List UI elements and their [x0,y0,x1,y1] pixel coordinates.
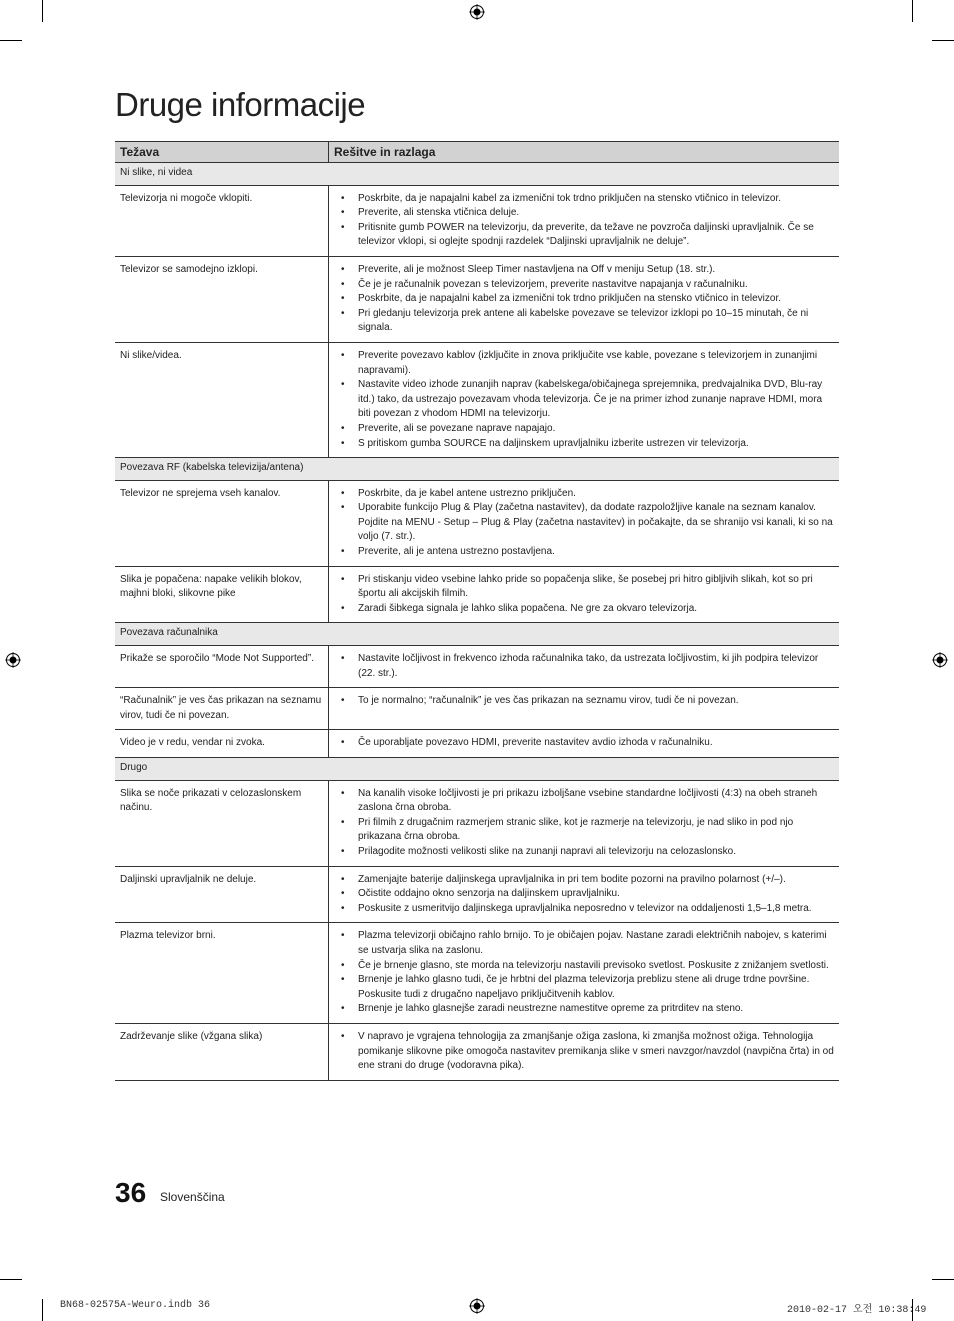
solution-cell [329,780,840,866]
section-title: Povezava RF (kabelska televizija/antena) [115,458,839,481]
issue-cell: Televizorja ni mogoče vklopiti. [115,185,329,256]
section-title: Drugo [115,758,839,781]
troubleshooting-table [115,141,839,1081]
issue-cell: Video je v redu, vendar ni zvoka. [115,730,329,758]
registration-mark-icon [5,652,21,668]
issue-cell: Slika se noče prikazati v celozaslonskem načinu. [115,780,329,866]
solution-item: • Pri stiskanju video vsebine lahko pride so popačenja slike, še posebej pri hitro gibljivih slikah, kot so pri športu ali akcijskih filmih. [334,573,834,602]
solution-item: • Pri gledanju televizorja prek antene ali kabelske povezave se televizor izklopi po 10–15 minutah, če ni signala. [334,307,834,336]
table-row [115,566,839,623]
solution-item: • Če je brnenje glasno, ste morda na televizorju nastavili previsoko svetlost. Poskusite z znižanjem svetlosti. [334,959,834,974]
column-header-issue: Težava [115,142,329,163]
solution-cell [329,256,840,342]
registration-mark-icon [469,4,485,20]
table-row [115,923,839,1024]
solution-list [334,929,834,1017]
issue-cell: Televizor se samodejno izklopi. [115,256,329,342]
solution-item: • Preverite, ali se povezane naprave napajajo. [334,422,834,437]
issue-cell: Slika je popačena: napake velikih blokov, majhni bloki, slikovne pike [115,566,329,623]
solution-cell [329,342,840,457]
column-header-solution: Rešitve in razlaga [329,142,840,163]
solution-item: • Če je je računalnik povezan s televizorjem, preverite nastavitve napajanja v računalniku. [334,278,834,293]
table-row [115,185,839,256]
issue-cell: Daljinski upravljalnik ne deluje. [115,866,329,923]
solution-item: • S pritiskom gumba SOURCE na daljinskem upravljalniku izberite ustrezen vir televizorja. [334,437,834,452]
solution-item: • Plazma televizorji običajno rahlo brnijo. To je običajen pojav. Nastane zaradi električnih nabojev, s katerimi se ustvarja slika na zaslonu. [334,929,834,958]
solution-item: • Nastavite ločljivost in frekvenco izhoda računalnika tako, da ustrezata ločljivostim, ki jih podpira televizor (22. str.). [334,652,834,681]
solution-list [334,263,834,336]
table-row [115,480,839,566]
solution-cell [329,1023,840,1080]
table-body [115,163,839,1081]
solution-list [334,873,834,917]
section-title: Povezava računalnika [115,623,839,646]
table-header-row [115,142,839,163]
solution-list [334,694,834,709]
solution-item: • Poskrbite, da je kabel antene ustrezno priključen. [334,487,834,502]
issue-cell: “Računalnik” je ves čas prikazan na seznamu virov, tudi če ni povezan. [115,688,329,730]
table-row [115,342,839,457]
page-number: 36 [115,1177,147,1208]
solution-item: • Preverite povezavo kablov (izključite in znova priključite vse kable, povezane s televizorjem in zunanjimi napravami). [334,349,834,378]
solution-item: • Preverite, ali stenska vtičnica deluje. [334,206,834,221]
table-row [115,730,839,758]
section-row [115,163,839,186]
solution-item: • Brnenje je lahko glasnejše zaradi neustrezne namestitve opreme za pritrditev na steno. [334,1002,834,1017]
crop-mark [912,0,913,22]
crop-mark [42,1299,43,1321]
solution-item: • Če uporabljate povezavo HDMI, preverite nastavitev avdio izhoda v računalniku. [334,736,834,751]
solution-item: • Zamenjajte baterije daljinskega upravljalnika in pri tem bodite pozorni na pravilno polarnost (+/–). [334,873,834,888]
solution-item: • Na kanalih visoke ločljivosti je pri prikazu izboljšane vsebine standardne ločljivosti (4:3) na obeh straneh zaslona črna obroba. [334,787,834,816]
table-row [115,256,839,342]
solution-cell [329,646,840,688]
imprint-file: BN68-02575A-Weuro.indb 36 [60,1300,211,1311]
section-title: Ni slike, ni videa [115,163,839,186]
solution-cell [329,480,840,566]
solution-item: • Očistite oddajno okno senzorja na daljinskem upravljalniku. [334,887,834,902]
solution-cell [329,688,840,730]
issue-cell: Televizor ne sprejema vseh kanalov. [115,480,329,566]
footer-language: Slovenščina [160,1190,225,1204]
crop-mark [932,40,954,41]
solution-item: • Poskrbite, da je napajalni kabel za izmenični tok trdno priključen na stensko vtičnico in televizor. [334,292,834,307]
solution-item: • Uporabite funkcijo Plug & Play (začetna nastavitev), da dodate razpoložljive kanale na seznam kanalov. Pojdite na MENU - Setup – Plug & Play (začetna nastavitev) in počakajte, da se shranijo vsi kanali, ki so na voljo (7. str.). [334,501,834,545]
page-title: Druge informacije [115,86,366,123]
section-row [115,758,839,781]
solution-cell [329,185,840,256]
solution-cell [329,566,840,623]
table-row [115,1023,839,1080]
solution-item: • Nastavite video izhode zunanjih naprav (kabelskega/običajnega sprejemnika, predvajalnika DVD, Blu-ray itd.) tako, da ustrezajo povezavam vhoda televizorja. Če je na primer izhod zunanje naprave HDMI, mora biti povezan z vhodom HDMI na televizorju. [334,378,834,422]
solution-item: • Brnenje je lahko glasno tudi, če je hrbtni del plazma televizorja preblizu stene ali druge trdne površine. Poskusite tudi z drugačno napeljavo priključitvenih kablov. [334,973,834,1002]
solution-item: • Zaradi šibkega signala je lahko slika popačena. Ne gre za okvaro televizorja. [334,602,834,617]
solution-item: • Preverite, ali je antena ustrezno postavljena. [334,545,834,560]
section-row [115,458,839,481]
solution-list [334,349,834,451]
solution-item: • To je normalno; “računalnik” je ves čas prikazan na seznamu virov, tudi če ni povezan. [334,694,834,709]
issue-cell: Plazma televizor brni. [115,923,329,1024]
solution-cell [329,730,840,758]
solution-list [334,192,834,250]
table-row [115,688,839,730]
solution-item: • Poskusite z usmeritvijo daljinskega upravljalnika neposredno v televizor na oddaljenosti 1,5–1,8 metra. [334,902,834,917]
table-row [115,780,839,866]
section-row [115,623,839,646]
crop-mark [932,1279,954,1280]
solution-list [334,1030,834,1074]
solution-list [334,487,834,560]
solution-list [334,652,834,681]
solution-list [334,736,834,751]
table-row [115,866,839,923]
solution-list [334,787,834,860]
crop-mark [42,0,43,22]
issue-cell: Zadrževanje slike (vžgana slika) [115,1023,329,1080]
solution-item: • Pri filmih z drugačnim razmerjem stranic slike, kot je razmerje na televizorju, je nad sliko in pod njo prikazana črna obroba. [334,816,834,845]
imprint-timestamp: 2010-02-17 오전 10:38:49 [787,1305,927,1316]
registration-mark-icon [932,652,948,668]
issue-cell: Prikaže se sporočilo “Mode Not Supported”. [115,646,329,688]
table-row [115,646,839,688]
solution-item: • Preverite, ali je možnost Sleep Timer nastavljena na Off v meniju Setup (18. str.). [334,263,834,278]
solution-cell [329,923,840,1024]
solution-cell [329,866,840,923]
solution-item: • V napravo je vgrajena tehnologija za zmanjšanje ožiga zaslona, ki zmanjša možnost ožiga. Tehnologija pomikanje slikovne pike omogoča nastavitev premikanja slike v smeri navzgor/navzdol (navpična črta) in od ene strani do druge (vodoravna pika). [334,1030,834,1074]
crop-mark [0,40,22,41]
solution-item: • Poskrbite, da je napajalni kabel za izmenični tok trdno priključen na stensko vtičnico in televizor. [334,192,834,207]
solution-item: • Pritisnite gumb POWER na televizorju, da preverite, da težave ne povzroča daljinski upravljalnik. Če se televizor vklopi, si oglejte spodnji razdelek “Daljinski upravljalnik ne deluje”. [334,221,834,250]
crop-mark [0,1279,22,1280]
registration-mark-icon [469,1298,485,1314]
solution-item: • Prilagodite možnosti velikosti slike na zunanji napravi ali televizorju na celozaslonsko. [334,845,834,860]
solution-list [334,573,834,617]
issue-cell: Ni slike/videa. [115,342,329,457]
